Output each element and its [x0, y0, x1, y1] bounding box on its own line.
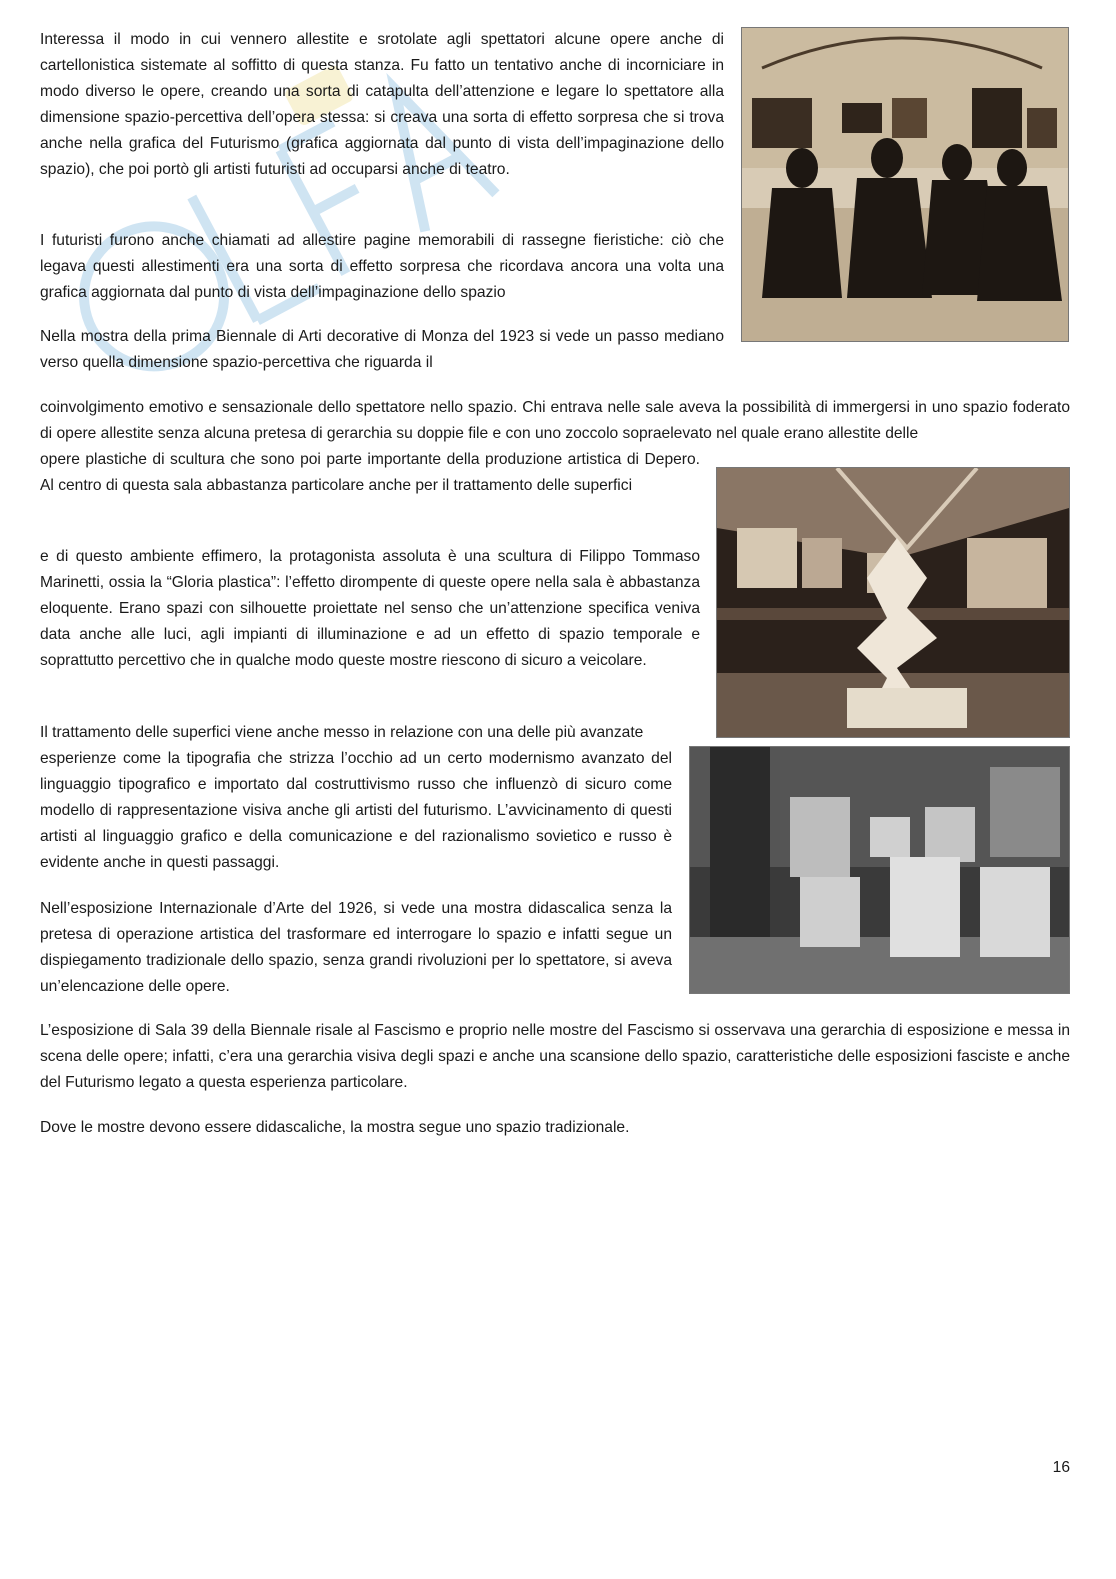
futurists-seated-photo	[741, 27, 1069, 342]
paragraph-3-part-1: Nella mostra della prima Biennale di Arti decorative di Monza del 1923 si vede un passo mediano verso quella dimensione spazio-percettiva che riguarda il	[40, 328, 724, 371]
paragraph-7: L’esposizione di Sala 39 della Biennale risale al Fascismo e proprio nelle mostre del Fascismo si osservava una gerarchia di esposizione e messa in scena delle opere; infatti, c’era una gerarchia visiva degli spazi e anche una scansione dello spazio, caratteristiche delle esposizioni fasciste e anche del Futurismo legato a questa esperienza particolare.	[40, 1022, 1070, 1091]
paragraph-1: Interessa il modo in cui vennero allestite e srotolate agli spettatori alcune opere anche di cartellonistica sistemate al soffitto di questa stanza. Fu fatto un tentativo anche di incorniciare in modo diverso le opere, creando una sorta di catapulta dell’attenzione e legare lo spettatore alla dimensione spazio-percettiva dell’opera stessa: si creava una sorta di effetto sorpresa che si trova anche nella grafica del Futurismo (grafica aggiornata dal punto di vista dell’impaginazione dello spazio), che poi portò gli artisti futuristi ad occuparsi anche di teatro.	[40, 31, 724, 178]
paragraph-3-part-3: opere plastiche di scultura che sono poi parte importante della produzione artistica di Depero. Al centro di questa sala abbastanza particolare anche per il trattamento delle superfici	[40, 451, 700, 494]
exhibition-1926-room-photo	[689, 746, 1070, 994]
paragraph-3-part-2: coinvolgimento emotivo e sensazionale dello spettatore nello spazio. Chi entrava nelle sale aveva la possibilità di immergersi in uno spazio foderato di opere allestite senza alcuna pretesa di gerarchia su doppie file e con uno zoccolo sopraelevato nel quale erano allestite delle	[40, 399, 1070, 442]
paragraph-8: Dove le mostre devono essere didascaliche, la mostra segue uno spazio tradizionale.	[40, 1119, 630, 1136]
monza-1923-room-photo	[716, 467, 1070, 738]
paragraph-5-part-1: Il trattamento delle superfici viene anche messo in relazione con una delle più avanzate	[40, 724, 644, 741]
paragraph-6: Nell’esposizione Internazionale d’Arte del 1926, si vede una mostra didascalica senza la pretesa di operazione artistica del trasformare ed interrogare lo spazio e infatti segue un dispiegamento tradizionale dello spazio, senza grandi rivoluzioni per lo spettatore, si aveva un’elencazione delle opere.	[40, 900, 672, 995]
paragraph-2: I futuristi furono anche chiamati ad allestire pagine memorabili di rassegne fieristiche: ciò che legava questi allestimenti era una sorta di effetto sorpresa che ricordava ancora una volta una grafica aggiornata dal punto di vista dell’impaginazione dello spazio	[40, 232, 724, 301]
paragraph-5-part-2: esperienze come la tipografia che strizza l’occhio ad un certo modernismo avanzato del linguaggio tipografico e importato dal costruttivismo russo che influenzò di sicuro come modello di rappresentazione visiva anche gli artisti del futurismo. L’avvicinamento di questi artisti al linguaggio grafico e della comunicazione e del razionalismo sovietico e russo è evidente anche in questi passaggi.	[40, 750, 672, 871]
page-number: 16	[1052, 1459, 1070, 1476]
paragraph-4: e di questo ambiente effimero, la protagonista assoluta è una scultura di Filippo Tommaso Marinetti, ossia la “Gloria plastica”: l’effetto dirompente di queste opere nella sala è abbastanza eloquente. Erano spazi con silhouette proiettate nel senso che un’attenzione specifica veniva data anche alle luci, agli impianti di illuminazione e ad un effetto di spazio temporale e soprattutto percettivo che in qualche modo queste mostre riescono di sicuro a veicolare.	[40, 548, 700, 669]
